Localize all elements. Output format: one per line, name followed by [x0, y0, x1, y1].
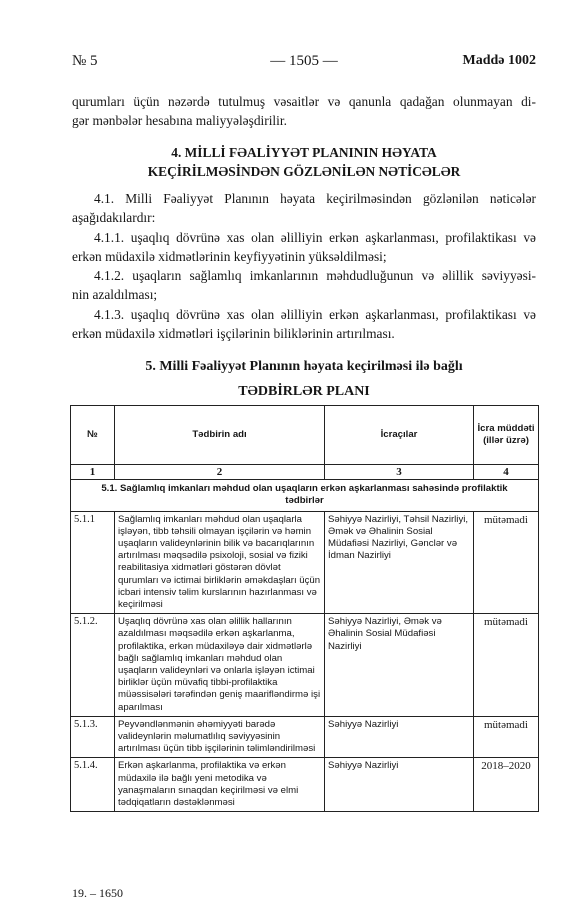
- title-line: 4. MİLLİ FƏALİYYƏT PLANININ HƏYATA: [171, 145, 437, 160]
- measure-term: mütəmadi: [474, 716, 539, 758]
- table-row: [71, 716, 539, 758]
- section-title-5-1: 5.1. Sağlamlıq imkanları məhdud olan uşaqların erkən aşkarlanması sahəsində profilaktik tədbirlər: [71, 480, 539, 511]
- title-line: KEÇİRİLMƏSİNDƏN GÖZLƏNİLƏN NƏTİCƏLƏR: [147, 164, 461, 179]
- text-line: qurumları üçün nəzərdə tutulmuş vəsaitlər və qanunla qadağan olunmayan di-: [72, 94, 536, 109]
- paragraph-4-1-3: [72, 305, 536, 343]
- measure-executors: Səhiyyə Nazirliyi: [325, 716, 474, 758]
- measure-term: mütəmadi: [474, 614, 539, 717]
- column-index: 1: [71, 465, 115, 480]
- column-index-row: [71, 465, 539, 480]
- measures-plan-table: [70, 405, 539, 812]
- column-index: 4: [474, 465, 539, 480]
- section-4-title: [72, 143, 536, 181]
- measure-name: Erkən aşkarlanma, profilaktika və erkən müdaxilə ilə bağlı yeni metodika və yanaşmaların sınaqdan keçirilməsi və elmi tədqiqatların dəstəklənməsi: [115, 758, 325, 812]
- article-number: Maddə 1002: [462, 53, 536, 68]
- table-row: [71, 758, 539, 812]
- row-number: 5.1.3.: [71, 716, 115, 758]
- row-number: 5.1.1: [71, 511, 115, 614]
- paragraph-4-1-2: [72, 266, 536, 304]
- text-line: aşağıdakılardır:: [72, 210, 156, 225]
- column-header-number: №: [71, 406, 115, 465]
- text-line: 4.1. Milli Fəaliyyət Planının həyata keçirilməsindən gözlənilən nəticələr: [94, 191, 536, 206]
- plan-title: TƏDBİRLƏR PLANI: [238, 384, 370, 399]
- measure-name: Peyvəndlənmənin əhəmiyyəti barədə valideynlərin məlumatlılıq səviyyəsinin artırılması üçün tibb işçilərinin təlimləndirilməsi: [115, 716, 325, 758]
- row-number: 5.1.4.: [71, 758, 115, 812]
- measure-executors: Səhiyyə Nazirliyi, Əmək və Əhalinin Sosial Müdafiəsi Nazirliyi: [325, 614, 474, 717]
- text-line: gər mənbələr hesabına maliyyələşdirilir.: [72, 113, 287, 128]
- issue-number: № 5: [72, 53, 98, 69]
- measure-term: 2018–2020: [474, 758, 539, 812]
- text-line: 4.1.1. uşaqlıq dövrünə xas olan əlilliyin erkən aşkarlanması, profilaktikası və: [94, 230, 536, 245]
- page-header: [72, 53, 536, 71]
- measure-executors: Səhiyyə Nazirliyi: [325, 758, 474, 812]
- row-number: 5.1.2.: [71, 614, 115, 717]
- paragraph-4-1: [72, 189, 536, 227]
- text-line: nin azaldılması;: [72, 287, 158, 302]
- page-number: — 1505 —: [270, 53, 338, 69]
- text-line: 4.1.2. uşaqların sağlamlıq imkanlarının məhdudluğunun və əlillik səviyyəsi-: [94, 268, 536, 283]
- text-line: erkən müdaxilə xidmətləri işçilərinin biliklərinin artırılması.: [72, 326, 395, 341]
- table-row: [71, 614, 539, 717]
- column-header-name: Tədbirin adı: [115, 406, 325, 465]
- measure-name: Sağlamlıq imkanları məhdud olan uşaqlarla işləyən, tibb təhsili olmayan işçilərin və həmin uşaqların valideynlərinin bilik və bacarıqlarının artırılması məqsədilə psixoloji, sosial və fiziki reabilitasiya xidmətləri göstərən dövlət qurumları və ictimai birliklərin əməkdaşları üçün icbari intensiv təlim kurslarının hazırlanması və keçirilməsi: [115, 511, 325, 614]
- section-row: [71, 480, 539, 511]
- measure-name: Uşaqlıq dövrünə xas olan əlillik hallarının azaldılması məqsədilə erkən aşkarlanma, profilaktika, erkən müdaxiləyə dair xidmətlərlə bağlı sağlamlıq imkanları məhdud olan uşaqların valideynləri və onlarla işləyən ictimai birliklər üçün müvafiq tibbi-profilaktika müəssisələri tərəfindən geniş maarifləndirmə işi aparılması: [115, 614, 325, 717]
- column-header-term: İcra müddəti (illər üzrə): [474, 406, 539, 465]
- intro-paragraph: [72, 92, 536, 130]
- text-line: 4.1.3. uşaqlıq dövrünə xas olan əlilliyin erkən aşkarlanması, profilaktikası və: [94, 307, 536, 322]
- measure-executors: Səhiyyə Nazirliyi, Təhsil Nazirliyi, Əmək və Əhalinin Sosial Müdafiəsi Nazirliyi, Gənclər və İdman Nazirliyi: [325, 511, 474, 614]
- section-5-title: 5. Milli Fəaliyyət Planının həyata keçirilməsi ilə bağlı: [145, 359, 463, 374]
- text-line: erkən müdaxilə xidmətlərinin keyfiyyətinin yüksəldilməsi;: [72, 249, 387, 264]
- column-index: 2: [115, 465, 325, 480]
- table-header-row: [71, 406, 539, 465]
- paragraph-4-1-1: [72, 228, 536, 266]
- column-header-executors: İcraçılar: [325, 406, 474, 465]
- column-index: 3: [325, 465, 474, 480]
- table-row: [71, 511, 539, 614]
- measure-term: mütəmadi: [474, 511, 539, 614]
- print-code: 19. – 1650: [72, 886, 123, 900]
